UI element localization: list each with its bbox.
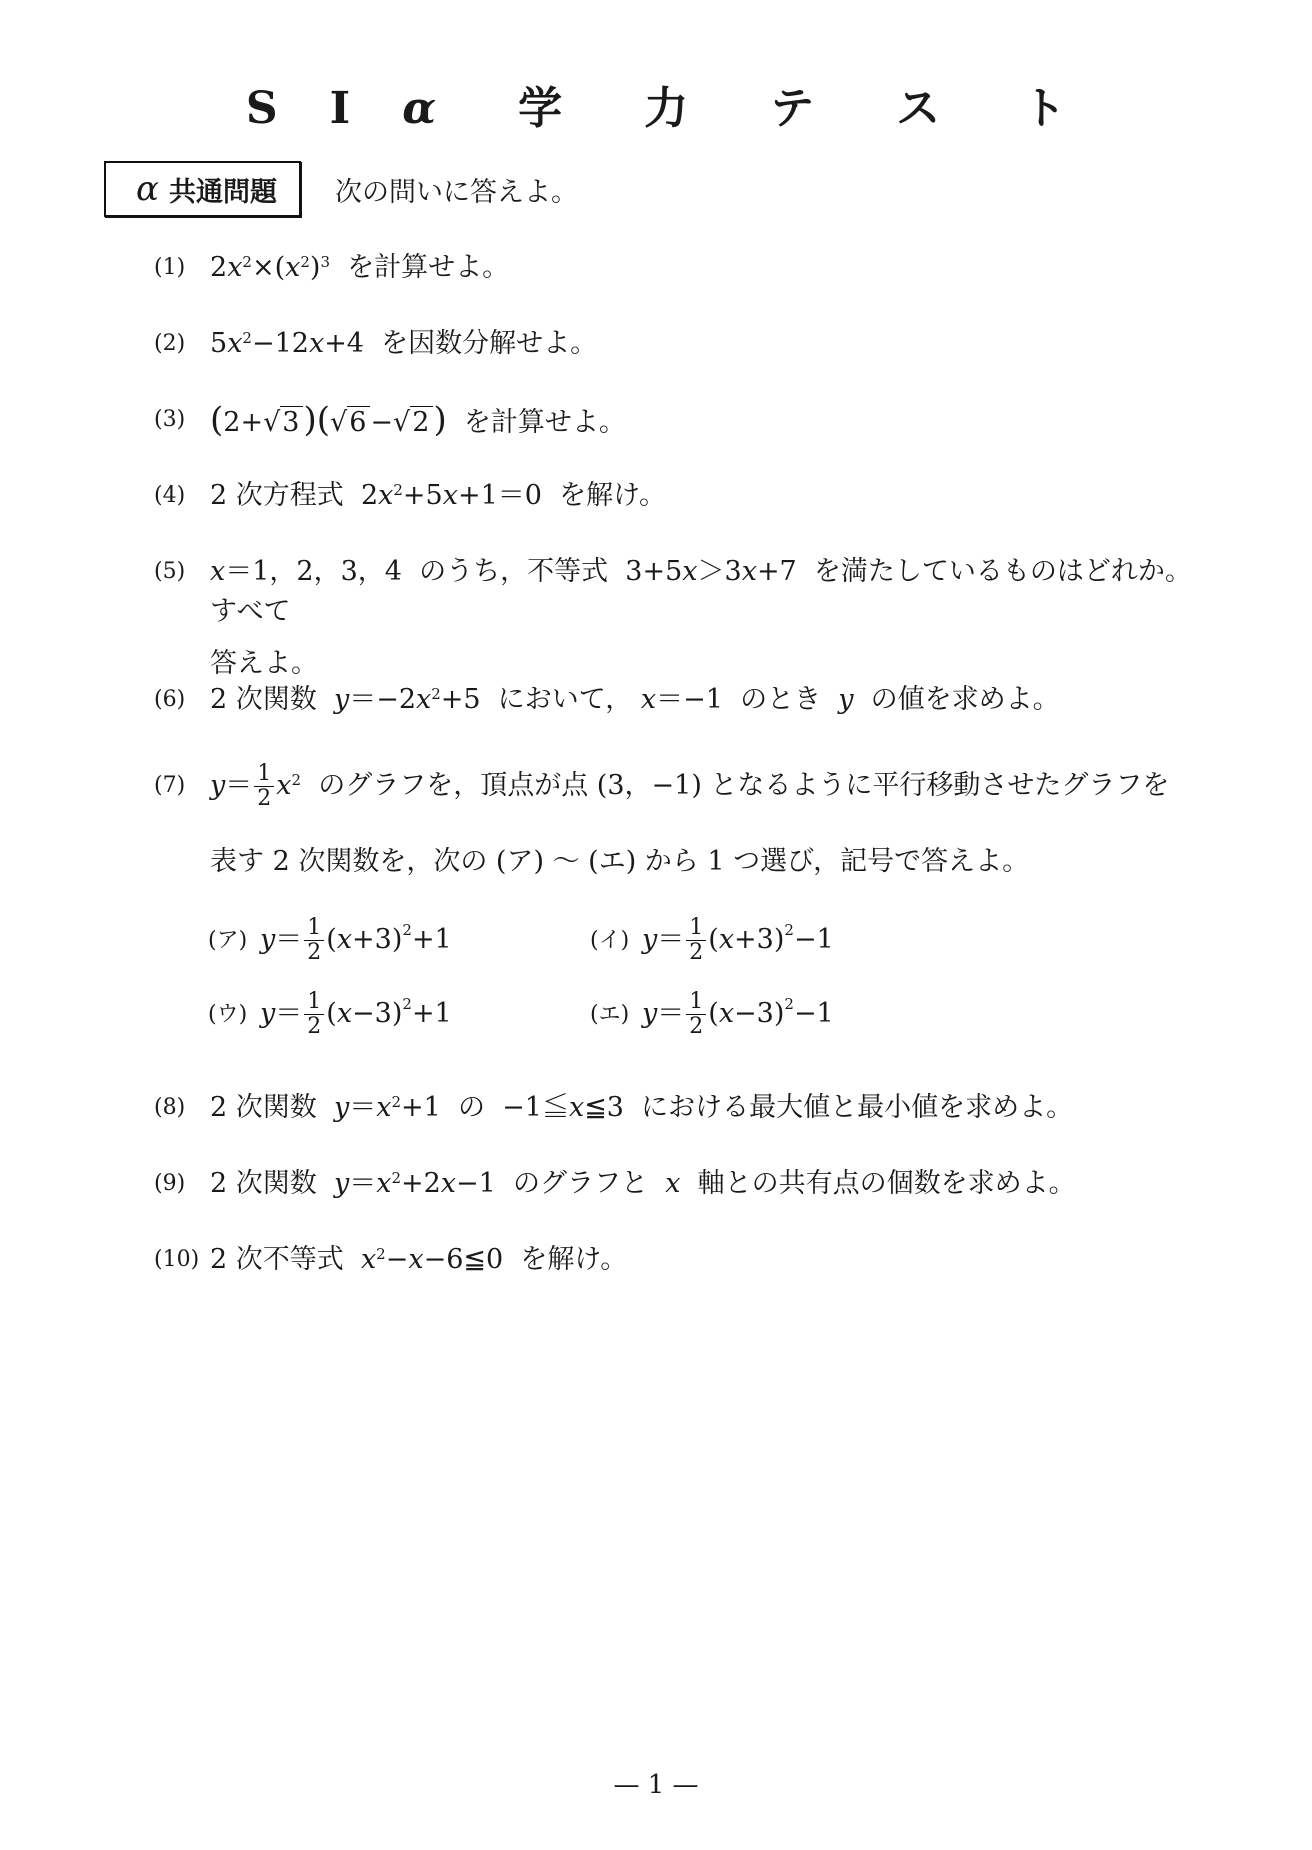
question-2 — [154, 324, 1214, 364]
question-text: 軸との共有点の個数を求めよ。 — [697, 1168, 1076, 1199]
question-5 — [154, 552, 1214, 684]
math-expression: $2x^2+5x+1=0$ — [360, 480, 542, 511]
math-expression: $5x^2-12x+4$ — [210, 328, 364, 359]
question-number: (4) — [154, 483, 186, 508]
choice-u — [208, 990, 452, 1039]
question-lead: 2 次関数 — [210, 1092, 317, 1123]
choice-expression: y＝ $\frac{1}{2}$ $(x-3)^2-1$ — [642, 989, 834, 1039]
math-expression: y＝ $\frac{1}{2}$ $x^2$ — [210, 761, 302, 811]
choice-sign: − — [734, 998, 757, 1029]
question-number: (8) — [154, 1095, 186, 1120]
title-char: ト — [1022, 83, 1067, 134]
question-text: における最大値と最小値を求めよ。 — [641, 1092, 1074, 1123]
question-body — [210, 1164, 1214, 1204]
choice-i — [590, 916, 834, 965]
choice-tail: −1 — [793, 998, 834, 1029]
question-text: のグラフを，頂点が点 (3，−1) となるように平行移動させたグラフを — [318, 770, 1170, 801]
question-number: (6) — [154, 687, 186, 712]
title-char: 力 — [644, 83, 689, 134]
section-label: 共通問題 — [168, 176, 277, 208]
title-char: テ — [770, 83, 815, 134]
question-body — [210, 248, 1214, 288]
question-body — [210, 476, 1214, 516]
question-text: を計算せよ。 — [463, 407, 626, 438]
math-expression: x＝1，2，3，4 — [210, 556, 402, 587]
question-lead: 2 次方程式 — [210, 480, 344, 511]
choice-label: (ア) — [208, 927, 248, 953]
choice-expression: y＝ $\frac{1}{2}$ $(x-3)^2+1$ — [260, 989, 452, 1039]
question-text: 表す 2 次関数を，次の (ア) 〜 (エ) から 1 つ選び，記号で答えよ。 — [210, 846, 1030, 877]
question-10 — [154, 1240, 1214, 1280]
question-1 — [154, 248, 1214, 288]
question-text: を満たしているものはどれか。すべて — [210, 556, 1192, 627]
math-variable: y — [838, 684, 854, 715]
choice-label: (ウ) — [208, 1001, 248, 1027]
question-9 — [154, 1164, 1214, 1204]
question-body — [210, 324, 1214, 364]
choice-label: (イ) — [590, 927, 630, 953]
title-char: α — [402, 83, 437, 134]
question-4 — [154, 476, 1214, 516]
question-lead: 2 次不等式 — [210, 1244, 344, 1275]
section-alpha: α — [136, 169, 159, 209]
question-6 — [154, 680, 1214, 720]
math-expression: (2+√3 )(√6 −√2 ) — [210, 400, 447, 440]
question-lead: 2 次関数 — [210, 684, 317, 715]
question-number: (5) — [154, 559, 186, 584]
title-char: I — [329, 83, 351, 134]
title-char: 学 — [518, 83, 563, 134]
title-char: ス — [896, 83, 941, 134]
section-header — [104, 160, 578, 218]
choice-a — [208, 916, 452, 965]
question-text: のとき — [740, 684, 822, 715]
choice-e — [590, 990, 834, 1039]
question-text: の値を求めよ。 — [870, 684, 1060, 715]
choice-expression: y＝ $\frac{1}{2}$ $(x+3)^2+1$ — [260, 915, 452, 965]
page-number: — 1 — — [613, 1770, 699, 1800]
question-text: のグラフと — [513, 1168, 649, 1199]
question-text: において， — [497, 684, 633, 715]
question-text: を計算せよ。 — [347, 252, 510, 283]
question-number: (3) — [154, 407, 186, 432]
choice-sign: + — [734, 924, 757, 955]
choice-label: (エ) — [590, 1001, 630, 1027]
choice-sign: + — [352, 924, 375, 955]
section-instruction: 次の問いに答えよ。 — [334, 176, 578, 208]
math-expression: −1≦x≦3 — [502, 1092, 624, 1123]
question-body — [210, 552, 1214, 684]
title-char: S — [245, 83, 278, 134]
question-number: (2) — [154, 331, 186, 356]
choice-tail: +1 — [411, 924, 452, 955]
math-variable: x — [665, 1168, 681, 1199]
math-expression: $y=x^2+2x-1$ — [333, 1168, 496, 1199]
page-title — [0, 72, 1312, 136]
choice-tail: −1 — [793, 924, 834, 955]
question-text: を解け。 — [559, 480, 667, 511]
math-expression: $y=x^2+1$ — [333, 1092, 441, 1123]
math-expression: 3+5x＞3x+7 — [625, 556, 797, 587]
question-text: のうち，不等式 — [419, 556, 609, 587]
choice-sign: − — [352, 998, 375, 1029]
section-label-box — [104, 161, 301, 217]
question-lead: 2 次関数 — [210, 1168, 317, 1199]
question-text: の — [457, 1092, 485, 1123]
question-body — [210, 760, 1214, 888]
choice-expression: y＝ $\frac{1}{2}$ $(x+3)^2-1$ — [642, 915, 834, 965]
question-number: (9) — [154, 1171, 186, 1196]
question-text: を解け。 — [520, 1244, 628, 1275]
question-body — [210, 680, 1214, 720]
math-expression: $2x^2\times(x^2)^3$ — [210, 252, 331, 283]
question-body — [210, 1088, 1214, 1128]
choice-tail: +1 — [411, 998, 452, 1029]
math-expression: $y=-2x^2+5$ — [333, 684, 481, 715]
math-expression: $x^2-x-6≦0$ — [360, 1244, 504, 1275]
question-number: (1) — [154, 255, 186, 280]
question-body — [210, 1240, 1214, 1280]
question-text: 答えよ。 — [210, 648, 318, 679]
question-3 — [154, 400, 1214, 443]
question-number: (10) — [154, 1247, 200, 1272]
question-text: を因数分解せよ。 — [381, 328, 598, 359]
math-expression: x＝−1 — [640, 684, 723, 715]
question-7 — [154, 760, 1214, 888]
question-number: (7) — [154, 773, 186, 798]
question-body — [210, 400, 1214, 443]
question-8 — [154, 1088, 1214, 1128]
